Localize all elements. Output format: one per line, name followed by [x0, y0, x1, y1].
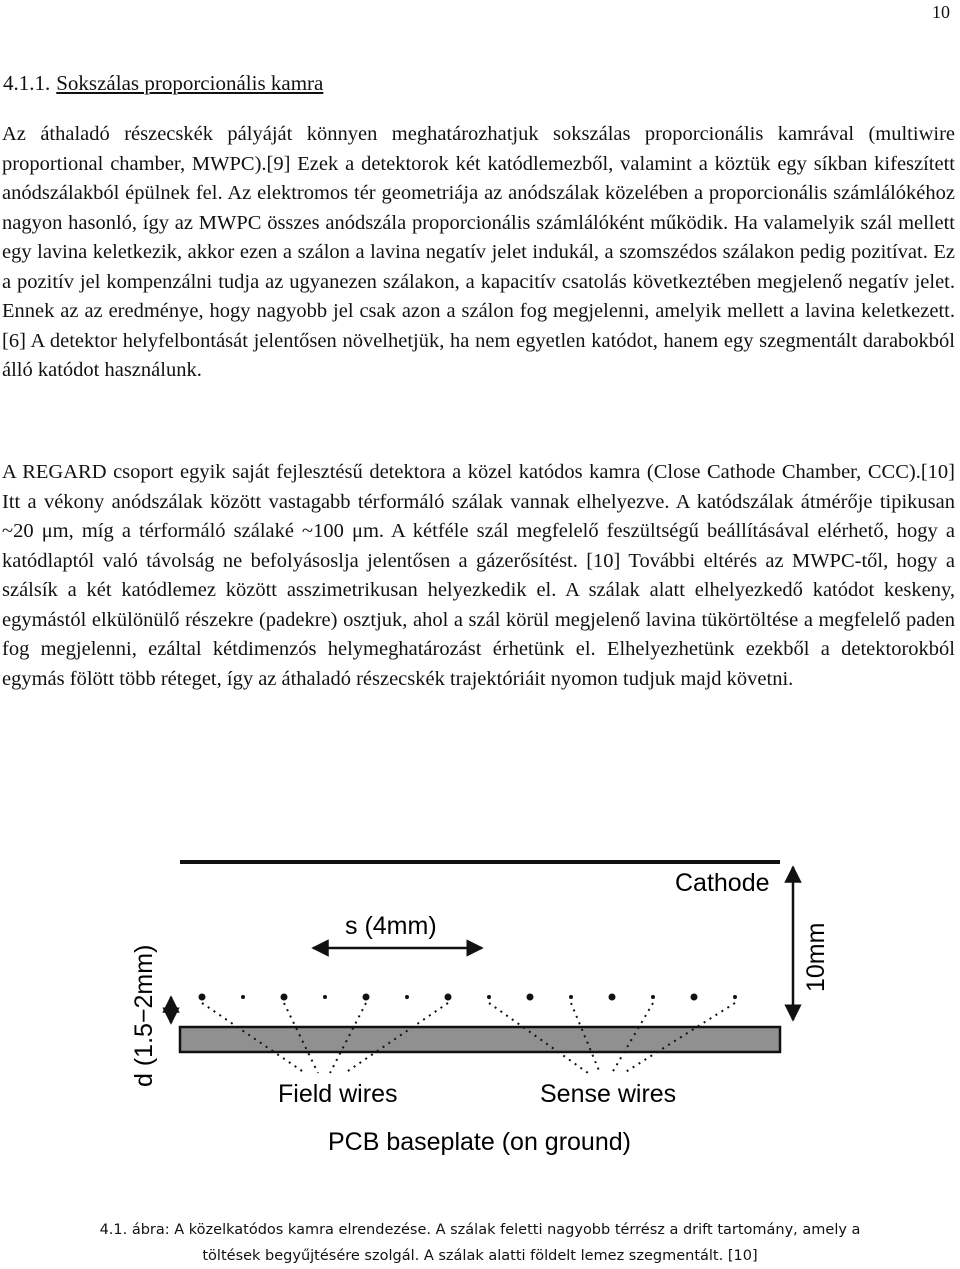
sense-wires-label: Sense wires	[540, 1080, 677, 1108]
field-wire	[691, 994, 698, 1001]
field-wires-label: Field wires	[278, 1080, 398, 1108]
section-title: Sokszálas proporcionális kamra	[56, 71, 324, 95]
baseplate-label: PCB baseplate (on ground)	[328, 1128, 631, 1156]
gap-label: 10mm	[802, 922, 830, 992]
field-wire	[609, 994, 616, 1001]
sense-wire	[323, 995, 327, 999]
field-wire	[363, 994, 370, 1001]
caption-line-2: töltések begyűjtésére szolgál. A szálak alatti földelt lemez szegmentált. [10]	[202, 1248, 758, 1264]
pcb-baseplate	[180, 1027, 780, 1052]
wire-layer	[199, 994, 738, 1001]
field-wire	[527, 994, 534, 1001]
sense-wire	[569, 995, 573, 999]
section-heading	[3, 71, 323, 96]
sense-wire	[405, 995, 409, 999]
sense-wire	[651, 995, 655, 999]
cathode-label: Cathode	[675, 869, 770, 897]
spacing-label: s (4mm)	[345, 912, 437, 940]
field-wire	[445, 994, 452, 1001]
figure-caption	[0, 1217, 960, 1269]
body-paragraph-1: Az áthaladó részecskék pályáját könnyen meghatározhatjuk sokszálas proporcionális kamrával (multiwire proportional chamber, MWPC).[9] Ezek a detektorok két katódlemezből, valamint a köztük egy síkban kifeszített anódszálakból épülnek fel. Az elektromos tér geometriája az anódszálak közelében a proporcionális számlálókéhoz nagyon hasonló, így az MWPC összes anódszála proporcionális számlálóként működik. Ha valamelyik szál mellett egy lavina keletkezik, akkor ezen a szálon a lavina negatív jelet indukál, a szomszédos szálakon pedig pozitívat. Ez a pozitív jel kompenzálni tudja az ugyanezen szálakon, a kapacitív csatolás következtében megjelenő negatív jelet. Ennek az az eredménye, hogy nagyobb jel csak azon a szálon fog megjelenni, amelyik mellett a lavina keletkezett.[6] A detektor helyfelbontását jelentősen növelhetjük, ha nem egyetlen katódot, hanem egy szegmentált darabokból álló katódot használunk.	[2, 123, 955, 381]
body-paragraph-2: A REGARD csoport egyik saját fejlesztésű detektora a közel katódos kamra (Close Cathode Chamber, CCC).[10] Itt a vékony anódszálak között vastagabb térformáló szálak vannak elhelyezve. A katódszálak átmérője tipikusan ~20 μm, míg a térformáló szálaké ~100 μm. A kétféle szál megfelelő feszültségű beállításával elérhető, hogy a katódlaptól való távolság ne befolyásoslja jelentősen a gázerősítést. [10] További eltérés az MWPC-től, hogy a szálsík a két katódlemez között asszimetrikusan helyezkedik el. A szálak alatt elhelyezkedő katódot keskeny, egymástól elkülönülő részekre (padekre) osztjuk, ahol a szál körül megjelenő lavina tükörtöltése a megfelelő paden fog megjelenni, ezáltal kétdimenzós helymeghatározást érhetünk el. Elhelyezhetünk ezekből a detektorokból egymás fölött több réteget, így az áthaladó részecskék trajektóriáit nyomon tudjuk majd követni.	[2, 461, 955, 690]
field-wire	[199, 994, 206, 1001]
chamber-diagram	[100, 845, 860, 1175]
page-number: 10	[932, 2, 950, 22]
caption-line-1: 4.1. ábra: A közelkatódos kamra elrendezése. A szálak feletti nagyobb térrész a drift tartomány, amely a	[99, 1222, 861, 1238]
sense-wire	[733, 995, 737, 999]
section-number: 4.1.1.	[3, 71, 51, 95]
distance-label: d (1.5−2mm)	[130, 944, 158, 1087]
sense-wire	[241, 995, 245, 999]
sense-wire	[487, 995, 491, 999]
field-wire	[281, 994, 288, 1001]
